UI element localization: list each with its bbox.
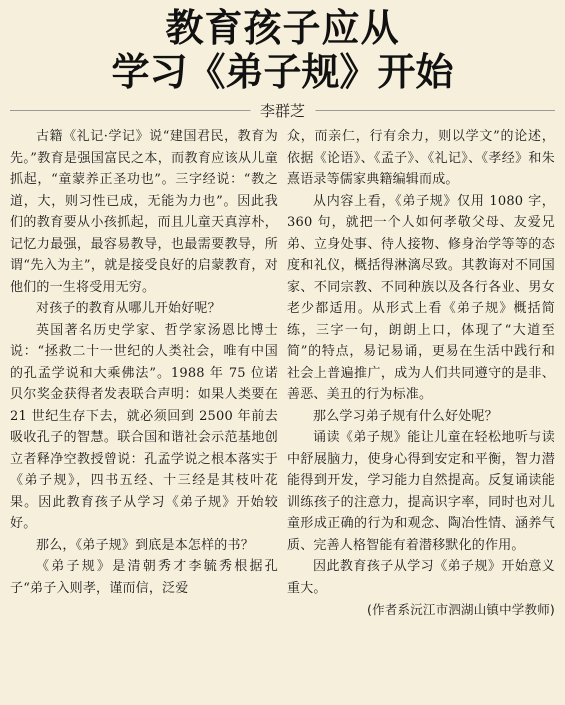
article-body (10, 126, 555, 621)
author-signature: (作者系沅江市泗湖山镇中学教师) (367, 602, 555, 617)
paragraph: 《弟子规》是清朝秀才李毓秀根据孔子“弟子入则孝，谨而信，泛爱 (10, 559, 278, 596)
headline-line-2: 学习《弟子规》开始 (111, 50, 454, 94)
byline-area (10, 98, 555, 122)
author-name: 李群芝 (250, 100, 315, 121)
article-headline (10, 0, 555, 94)
headline-line-1: 教育孩子应从 (165, 6, 400, 50)
right-column (287, 126, 555, 621)
paragraph: 从内容上看，《弟子规》仅用 1080 字，360 句，就把一个人如何孝敬父母、友爱兄弟、立身处事、待人接物、修身治学等等的态度和礼仪，概括得淋漓尽致。其教诲对不同国家、不同宗教、不同种族以及各行各业、男女老少都适用。从形式上看《弟子规》概括简练，三字一句，朗朗上口，体现了“大道至简”的特点，易记易诵，更易在生活中践行和社会上普遍推广，成为人们共同遵守的是非、善恶、美丑的行为标准。 (287, 193, 555, 402)
paragraph: 英国著名历史学家、哲学家汤恩比博士说：“拯救二十一世纪的人类社会，唯有中国的孔孟学说和大乘佛法”。1988 年 75 位诺贝尔奖金获得者发表联合声明：如果人类要在 21 世纪生存下去，就必须回到 2500 年前去吸收孔子的智慧。联合国和谐社会示范基地创立者释净空教授曾说：孔孟学说之根本落实于《弟子规》，四书五经、十三经是其枝叶花果。因此教育孩子从学习《弟子规》开始较好。 (10, 322, 278, 531)
paragraph: 诵读《弟子规》能让儿童在轻松地听与读中舒展脑力，使身心得到安定和平衡，智力潜能得到开发，学习能力自然提高。反复诵读能训练孩子的注意力，提高识字率，同时也对儿童形成正确的行为和观念、陶冶性情、涵养气质、完善人格智能有着潜移默化的作用。 (287, 430, 555, 553)
paragraph: 古籍《礼记·学记》说“建国君民，教育为先。”教育是强国富民之本，而教育应该从儿童抓起，“童蒙养正圣功也”。三字经说：“教之道，大，则习性已成，无能为力也”。因此我们的教育要从小孩抓起，而且儿童天真淳朴，记忆力最强，最容易教导，也最需要教导，所谓“先入为主”，就是接受良好的启蒙教育，对他们的一生将受用无穷。 (10, 129, 278, 295)
paragraph: 那么学习弟子规有什么好处呢？ (313, 408, 498, 424)
paragraph-continuation: 众，而亲仁，行有余力，则以学文”的论述，依据《论语》、《孟子》、《礼记》、《孝经》和朱熹语录等儒家典籍编辑而成。 (287, 129, 555, 187)
paragraph: 对孩子的教育从哪儿开始好呢？ (36, 301, 221, 316)
paragraph: 那么，《弟子规》到底是本怎样的书？ (36, 537, 254, 553)
paragraph: 因此教育孩子从学习《弟子规》开始意义重大。 (287, 559, 555, 596)
left-column (10, 126, 278, 621)
